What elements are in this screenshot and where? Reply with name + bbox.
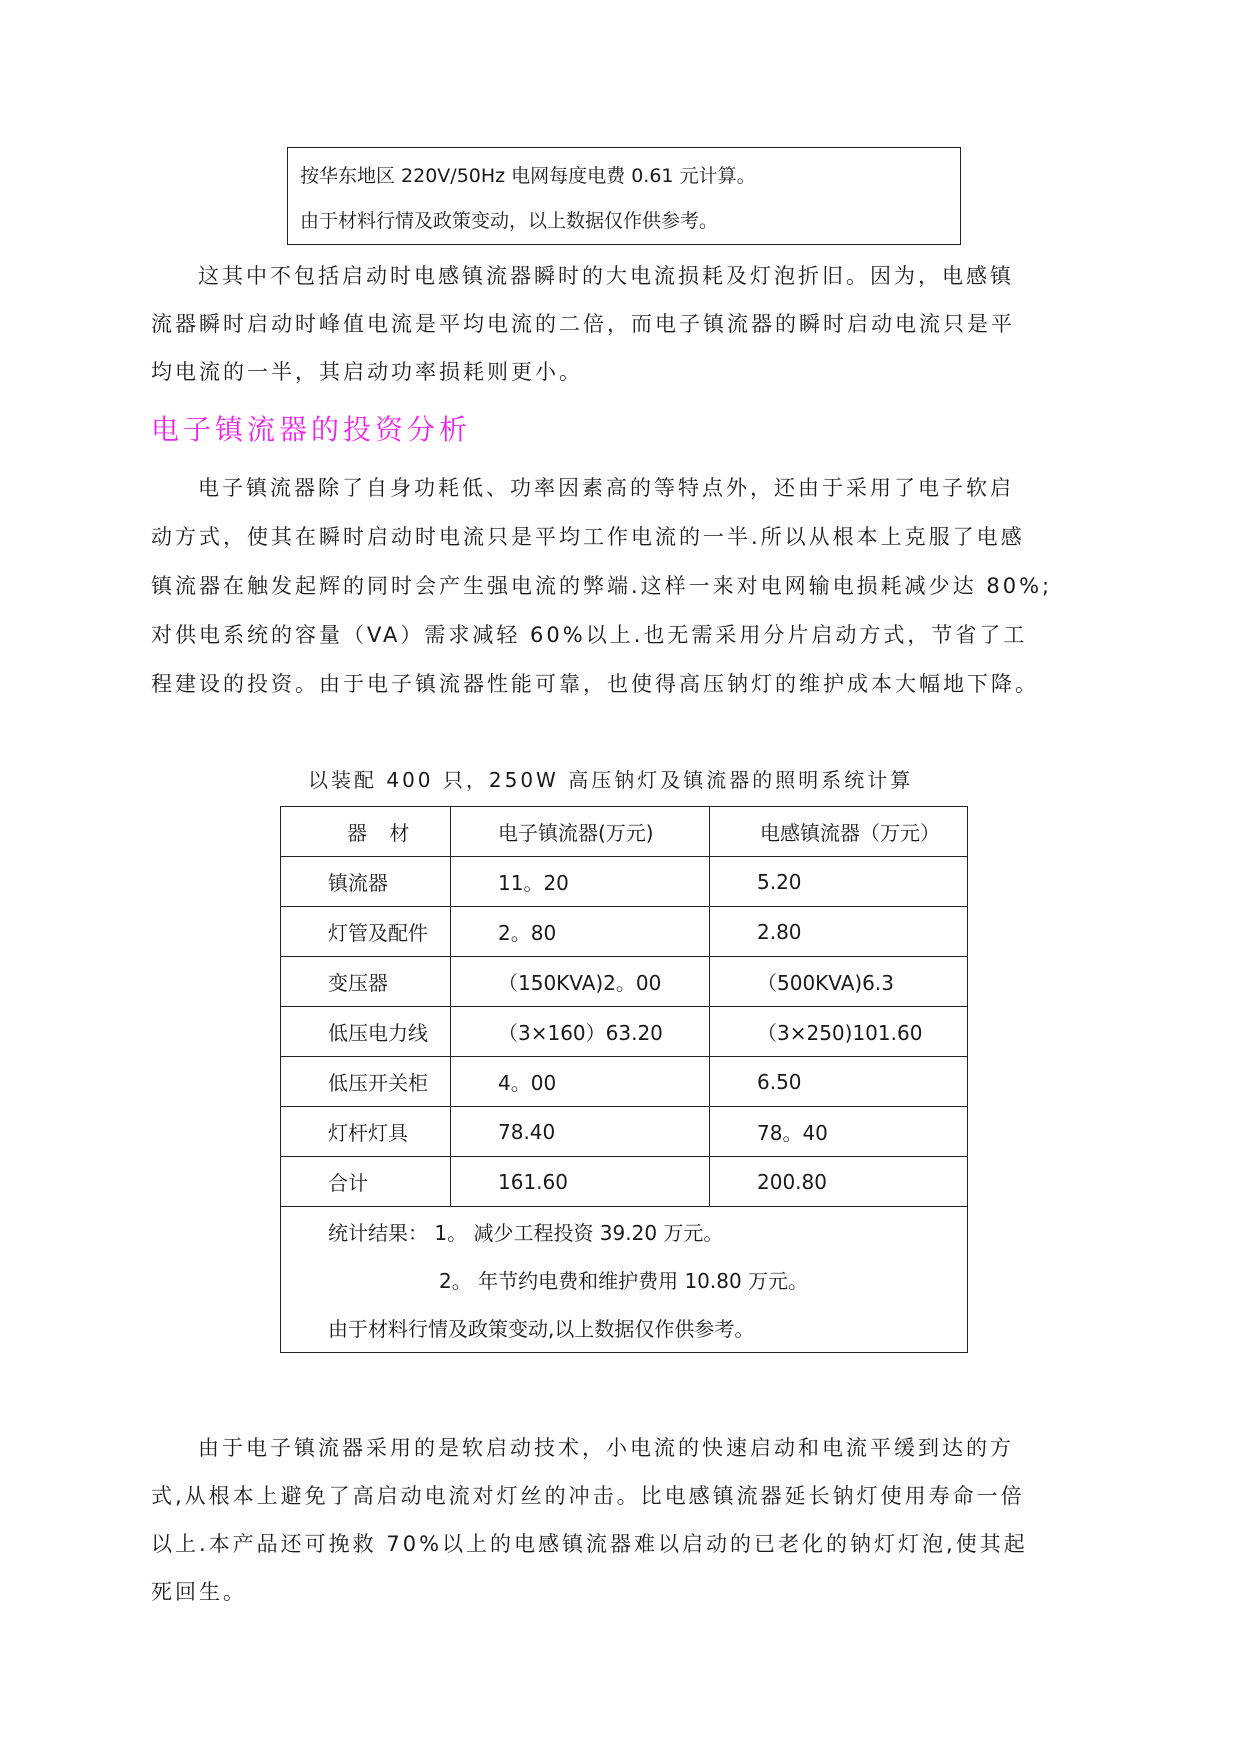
paragraph-line: 程建设的投资。由于电子镇流器性能可靠，也使得高压钠灯的维护成本大幅地下降。 bbox=[151, 672, 1039, 696]
paragraph-line: 由于电子镇流器采用的是软启动技术，小电流的快速启动和电流平缓到达的方 bbox=[198, 1436, 1014, 1460]
summary-line: 由于材料行情及政策变动,以上数据仅作供参考。 bbox=[328, 1317, 755, 1341]
pricing-note-line: 按华东地区 220V/50Hz 电网每度电费 0.61 元计算。 bbox=[300, 165, 756, 187]
disclaimer-note-line: 由于材料行情及政策变动，以上数据仅作供参考。 bbox=[300, 210, 719, 232]
paragraph-line: 电子镇流器除了自身功耗低、功率因素高的等特点外，还由于采用了电子软启 bbox=[198, 476, 1014, 500]
table-cell-inductive: （500KVA)6.3 bbox=[710, 957, 968, 1007]
table-row bbox=[281, 907, 968, 957]
table-row bbox=[281, 1057, 968, 1107]
paragraph-line: 对供电系统的容量（VA）需求减轻 60%以上.也无需采用分片启动方式，节省了工 bbox=[151, 623, 1028, 647]
paragraph-line: 以上.本产品还可挽救 70%以上的电感镇流器难以启动的已老化的钠灯灯泡,使其起 bbox=[151, 1532, 1028, 1556]
table-cell-item: 镇流器 bbox=[281, 857, 451, 907]
table-row bbox=[281, 957, 968, 1007]
paragraph-line: 均电流的一半，其启动功率损耗则更小。 bbox=[151, 360, 583, 384]
table-cell-inductive: 6.50 bbox=[710, 1057, 968, 1107]
table-summary-row bbox=[281, 1207, 968, 1353]
table-cell-item: 灯管及配件 bbox=[281, 907, 451, 957]
header-electronic-ballast: 电子镇流器(万元) bbox=[451, 807, 710, 857]
table-cell-inductive: 5.20 bbox=[710, 857, 968, 907]
table-cell-electronic: （150KVA)2。00 bbox=[451, 957, 710, 1007]
summary-line: 2。 年节约电费和维护费用 10.80 万元。 bbox=[439, 1269, 809, 1293]
table-cell-item: 灯杆灯具 bbox=[281, 1107, 451, 1157]
table-cell-electronic: 161.60 bbox=[451, 1157, 710, 1207]
table-cell-inductive: （3×250)101.60 bbox=[710, 1007, 968, 1057]
paragraph-line: 流器瞬时启动时峰值电流是平均电流的二倍，而电子镇流器的瞬时启动电流只是平 bbox=[151, 312, 1015, 336]
paragraph-line: 镇流器在触发起辉的同时会产生强电流的弊端.这样一来对电网输电损耗减少达 80%; bbox=[151, 574, 1053, 598]
section-heading: 电子镇流器的投资分析 bbox=[151, 413, 472, 446]
header-inductive-ballast: 电感镇流器（万元） bbox=[710, 807, 968, 857]
table-summary-cell bbox=[281, 1207, 968, 1353]
paragraph-line: 死回生。 bbox=[151, 1580, 247, 1604]
table-cell-inductive: 200.80 bbox=[710, 1157, 968, 1207]
paragraph-line: 动方式，使其在瞬时启动时电流只是平均工作电流的一半.所以从根本上克服了电感 bbox=[151, 525, 1025, 549]
table-cell-inductive: 2.80 bbox=[710, 907, 968, 957]
paragraph-line: 这其中不包括启动时电感镇流器瞬时的大电流损耗及灯泡折旧。因为，电感镇 bbox=[198, 264, 1014, 288]
table-cell-item: 变压器 bbox=[281, 957, 451, 1007]
table-cell-electronic: 2。80 bbox=[451, 907, 710, 957]
table-cell-item: 低压电力线 bbox=[281, 1007, 451, 1057]
table-cell-item: 合计 bbox=[281, 1157, 451, 1207]
table-cell-item: 低压开关柜 bbox=[281, 1057, 451, 1107]
pricing-note-box bbox=[287, 147, 961, 245]
cost-comparison-table bbox=[280, 806, 968, 1353]
table-cell-electronic: （3×160）63.20 bbox=[451, 1007, 710, 1057]
table-caption: 以装配 400 只，250W 高压钠灯及镇流器的照明系统计算 bbox=[308, 768, 914, 792]
table-total-row bbox=[281, 1157, 968, 1207]
table-cell-electronic: 4。00 bbox=[451, 1057, 710, 1107]
summary-line: 统计结果： 1。 减少工程投资 39.20 万元。 bbox=[328, 1221, 724, 1245]
table-cell-electronic: 78.40 bbox=[451, 1107, 710, 1157]
table-row bbox=[281, 1107, 968, 1157]
table-row bbox=[281, 857, 968, 907]
table-cell-electronic: 11。20 bbox=[451, 857, 710, 907]
paragraph-line: 式,从根本上避免了高启动电流对灯丝的冲击。比电感镇流器延长钠灯使用寿命一倍 bbox=[151, 1484, 1025, 1508]
header-material: 器 材 bbox=[281, 807, 451, 857]
table-header-row bbox=[281, 807, 968, 857]
table-row bbox=[281, 1007, 968, 1057]
table-cell-inductive: 78。40 bbox=[710, 1107, 968, 1157]
